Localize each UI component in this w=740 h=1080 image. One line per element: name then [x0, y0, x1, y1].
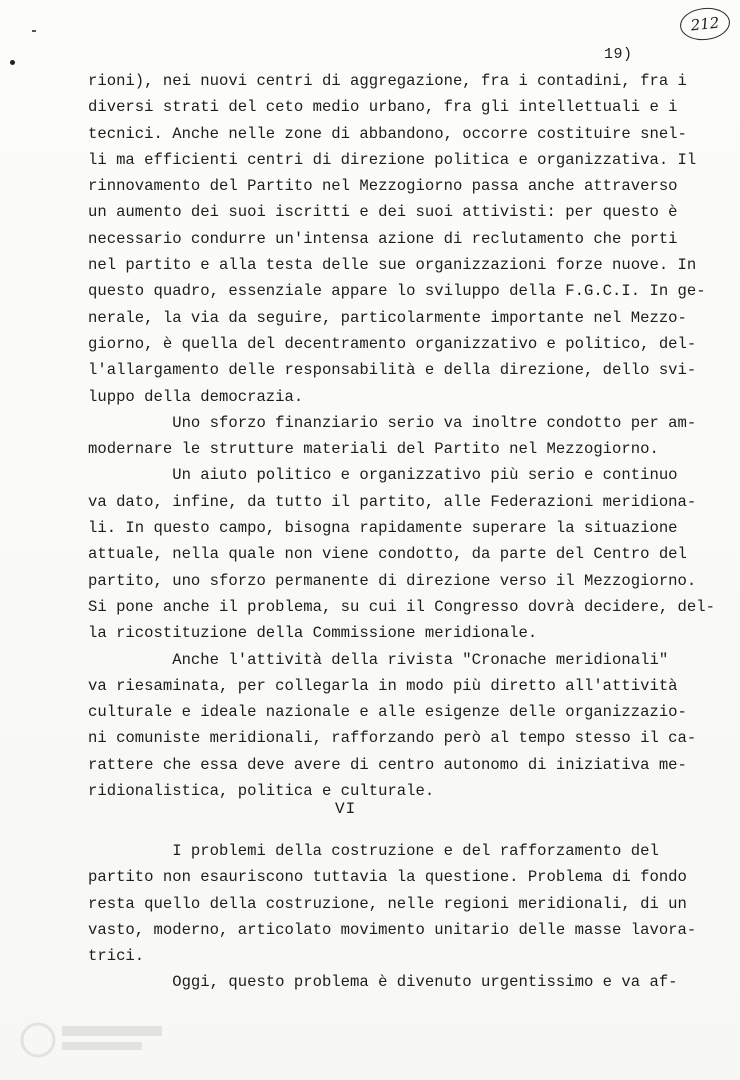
body-text-bottom	[88, 838, 697, 996]
text-line: partito, uno sforzo permanente di direzione verso il Mezzogiorno.	[88, 571, 697, 590]
text-line: attuale, nella quale non viene condotto, da parte del Centro del	[88, 545, 687, 564]
text-line: Uno sforzo finanziario serio va inoltre condotto per am-	[88, 413, 697, 432]
archive-stamp: 212	[678, 5, 731, 42]
text-line: Un aiuto politico e organizzativo più serio e continuo	[88, 466, 678, 485]
margin-dot	[10, 60, 15, 65]
text-line: nerale, la via da seguire, particolarmente importante nel Mezzo-	[88, 308, 687, 327]
text-line: ni comuniste meridionali, rafforzando però al tempo stesso il ca-	[88, 729, 697, 748]
text-line: vasto, moderno, articolato movimento unitario delle masse lavora-	[88, 920, 697, 939]
text-line: rattere che essa deve avere di centro autonomo di iniziativa me-	[88, 755, 687, 774]
page-number: 19)	[604, 46, 633, 63]
text-line: ridionalistica, politica e culturale.	[88, 782, 435, 801]
text-line: questo quadro, essenziale appare lo sviluppo della F.G.C.I. In ge-	[88, 282, 706, 301]
text-line: Anche l'attività della rivista "Cronache meridionali"	[88, 650, 669, 669]
margin-mark	[32, 30, 36, 32]
text-line: trici.	[88, 947, 145, 966]
text-line: culturale e ideale nazionale e alle esigenze delle organizzazio-	[88, 703, 687, 722]
text-line: diversi strati del ceto medio urbano, fra gli intellettuali e i	[88, 98, 678, 117]
text-line: modernare le strutture materiali del Partito nel Mezzogiorno.	[88, 440, 659, 459]
text-line: li ma efficienti centri di direzione politica e organizzativa. Il	[88, 150, 697, 169]
text-line: un aumento dei suoi iscritti e dei suoi attivisti: per questo è	[88, 203, 678, 222]
text-line: I problemi della costruzione e del rafforzamento del	[88, 842, 659, 860]
text-line: Oggi, questo problema è divenuto urgentissimo e va af-	[88, 973, 678, 992]
text-line: tecnici. Anche nelle zone di abbandono, occorre costituire snel-	[88, 124, 687, 143]
text-line: rioni), nei nuovi centri di aggregazione, fra i contadini, fra i	[88, 72, 687, 90]
text-line: li. In questo campo, bisogna rapidamente superare la situazione	[88, 519, 678, 538]
section-heading: VI	[335, 800, 357, 818]
text-line: va riesaminata, per collegarla in modo più diretto all'attività	[88, 676, 678, 695]
text-line: va dato, infine, da tutto il partito, alle Federazioni meridiona-	[88, 492, 697, 511]
text-line: l'allargamento delle responsabilità e della direzione, dello svi-	[88, 361, 697, 380]
text-line: rinnovamento del Partito nel Mezzogiorno passa anche attraverso	[88, 177, 678, 196]
text-line: la ricostituzione della Commissione meridionale.	[88, 624, 538, 643]
text-line: partito non esauriscono tuttavia la questione. Problema di fondo	[88, 868, 687, 887]
body-text-top	[88, 68, 715, 804]
text-line: Si pone anche il problema, su cui il Congresso dovrà decidere, del-	[88, 597, 715, 616]
text-line: luppo della democrazia.	[88, 387, 304, 406]
archive-watermark-icon	[18, 1000, 178, 1060]
text-line: nel partito e alla testa delle sue organizzazioni forze nuove. In	[88, 256, 697, 275]
text-line: giorno, è quella del decentramento organizzativo e politico, del-	[88, 334, 697, 353]
text-line: resta quello della costruzione, nelle regioni meridionali, di un	[88, 894, 687, 913]
text-line: necessario condurre un'intensa azione di reclutamento che porti	[88, 229, 678, 248]
